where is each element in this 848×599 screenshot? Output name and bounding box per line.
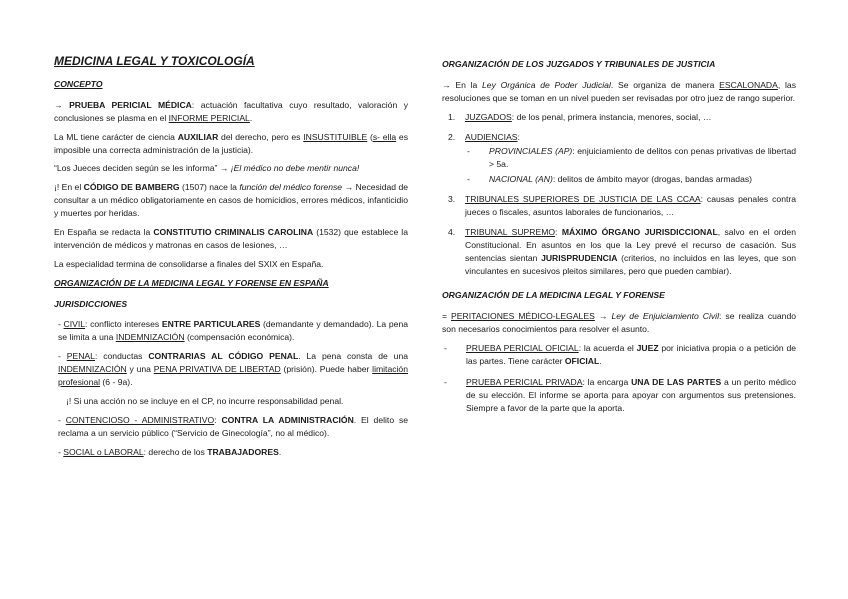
civil-paragraph: - CIVIL: conflicto intereses ENTRE PARTICULARES (demandante y demandado). La pena se limita a una INDEMNIZACIÓN (compensación económica). (58, 319, 409, 343)
penal-paragraph: - PENAL: conductas CONTRARIAS AL CÓDIGO PENAL. La pena consta de una INDEMNIZACIÓN y una PENA PRIVATIVA DE LIBERTAD (prisión). Puede haber limitación profesional (6 - 9a). (58, 351, 408, 388)
quote-paragraph: “Los Jueces deciden según se les informa” → ¡El médico no debe mentir nunca! (54, 163, 360, 174)
audiencias-sublist (465, 145, 796, 186)
list-item-audiencias: 2. AUDIENCIAS: - PROVINCIALES (AP): enjuiciamiento de delitos con penas privativas de libertad > 5a. - NACIONAL (AN): delitos de ámbito mayor (drogas, bandas armadas) (448, 131, 797, 185)
list-item-prueba-privada: - PRUEBA PERICIAL PRIVADA: la encarga UNA DE LAS PARTES a un perito médico de su elección. El informe se aporta para apoyar con argumentos sus pretensiones. Siempre a favor de la parte que la aporta. (444, 376, 797, 413)
list-item-provinciales: - PROVINCIALES (AP): enjuiciamiento de delitos con penas privativas de libertad > 5a. (467, 146, 797, 170)
social-paragraph: - SOCIAL o LABORAL: derecho de los TRABAJADORES. (58, 446, 282, 457)
ml-paragraph: La ML tiene carácter de ciencia AUXILIAR del derecho, pero es INSUSTITUIBLE (s- ella es imposible una correcta administración de la justicia). (54, 131, 408, 155)
bamberg-paragraph: ¡! En el CÓDIGO DE BAMBERG (1507) nace la función del médico forense → Necesidad de consultar a un médico obligatoriamente en casos de homicidios, errores médicos, infanticidio y muertes por heridas. (54, 182, 409, 219)
contencioso-paragraph: - CONTENCIOSO - ADMINISTRATIVO: CONTRA LA ADMINISTRACIÓN. El delito se reclama a un servicio público (“Servicio de Ginecología”, no al médico). (58, 414, 409, 438)
list-item-juzgados: 1. JUZGADOS: de los penal, primera instancia, menores, social, … (448, 111, 712, 122)
list-item-tribunal-supremo: 4. TRIBUNAL SUPREMO: MÁXIMO ÓRGANO JURISDICCIONAL, salvo en el orden Constitucional. En asuntos en los que la Ley prevé el recurso de casación. Sus sentencias sientan JURISPRUDENCIA (criterios, no incluidos en las leyes, que son vinculantes en sucesivos pleitos similares, pero que pueden cambiar). (448, 226, 797, 276)
left-column (54, 52, 408, 464)
list-item-tsj: 3. TRIBUNALES SUPERIORES DE JUSTICIA DE LAS CCAA: causas penales contra jueces o fiscales, asuntos laborales de funcionarios, … (448, 194, 796, 218)
prueba-pericial-paragraph: → PRUEBA PERICIAL MÉDICA: actuación facultativa cuyo resultado, valoración y conclusiones se plasma en el INFORME PERICIAL. (54, 99, 409, 123)
especialidad-paragraph: La especialidad termina de consolidarse a finales del SXIX en España. (54, 258, 324, 269)
pruebas-list (442, 342, 796, 414)
jurisdicciones-heading: JURISDICCIONES (54, 298, 128, 309)
juzgados-heading: ORGANIZACIÓN DE LOS JUZGADOS Y TRIBUNALES DE JUSTICIA (442, 59, 716, 69)
org-espana-heading: ORGANIZACIÓN DE LA MEDICINA LEGAL Y FORENSE EN ESPAÑA (54, 277, 329, 288)
concepto-heading: CONCEPTO (54, 79, 103, 89)
list-item-nacional: - NACIONAL (AN): delitos de ámbito mayor (drogas, bandas armadas) (467, 174, 753, 185)
document-title: MEDICINA LEGAL Y TOXICOLOGÍA (54, 54, 255, 68)
peritaciones-paragraph: = PERITACIONES MÉDICO-LEGALES → Ley de Enjuiciamiento Civil: se realiza cuando son necesarios conocimientos para resolver el asunto. (442, 311, 797, 335)
nota-cp-paragraph: ¡! Si una acción no se incluye en el CP, no incurre responsabilidad penal. (66, 395, 344, 406)
list-item-prueba-oficial: - PRUEBA PERICIAL OFICIAL: la acuerda el JUEZ por iniciativa propia o a petición de las partes. Tiene carácter OFICIAL. (444, 343, 796, 367)
intro-paragraph: → En la Ley Orgánica de Poder Judicial. Se organiza de manera ESCALONADA, las resoluciones que se toman en un nivel pueden ser revisadas por otro juez de rango superior. (442, 79, 796, 103)
right-column (442, 52, 796, 423)
carolina-paragraph: En España se redacta la CONSTITUTIO CRIMINALIS CAROLINA (1532) que establece la intervención de médicos y matronas en casos de lesiones, … (54, 227, 408, 250)
tribunales-list (442, 111, 796, 278)
org-forense-heading: ORGANIZACIÓN DE LA MEDICINA LEGAL Y FORENSE (442, 290, 665, 301)
